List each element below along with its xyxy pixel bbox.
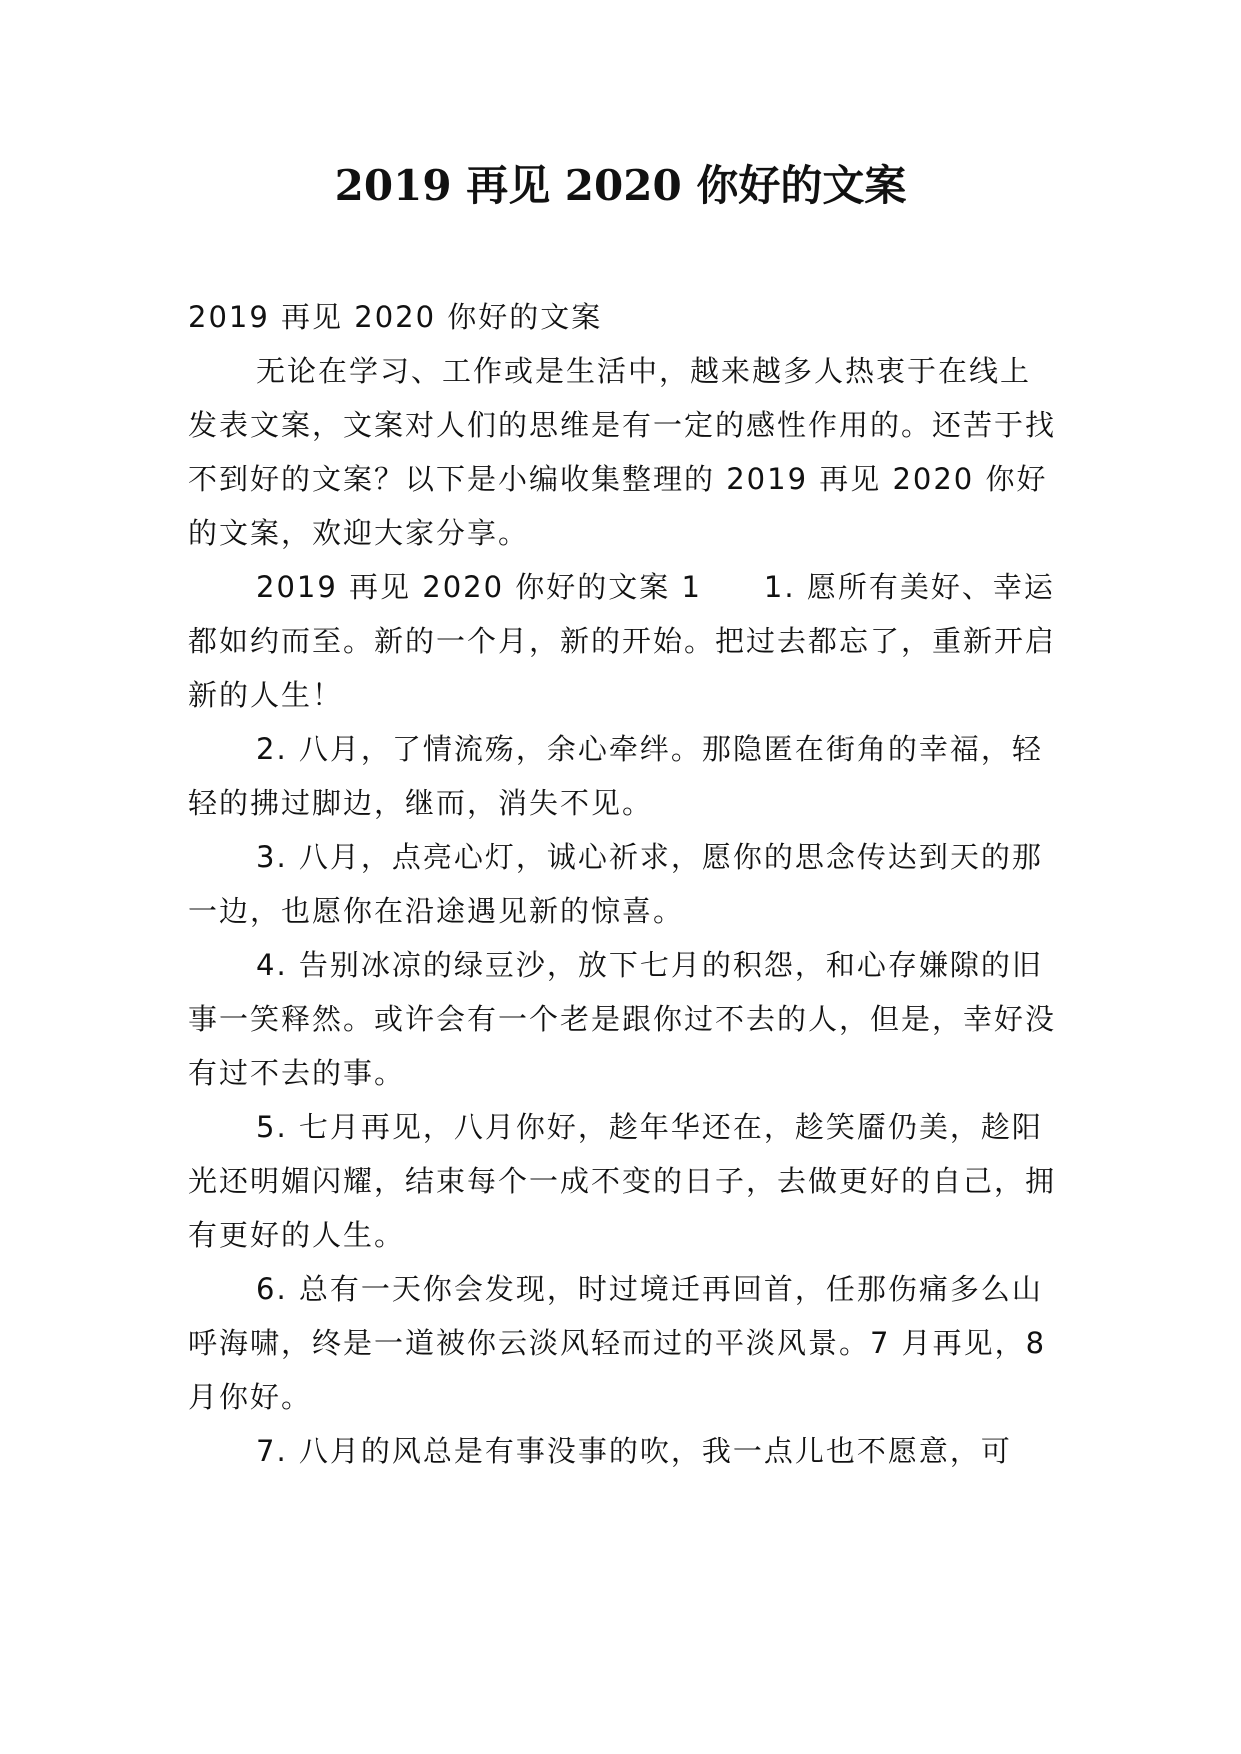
paragraph-item-5: 5. 七月再见，八月你好，趁年华还在，趁笑靥仍美，趁阳光还明媚闪耀，结束每个一成不变的日子，去做更好的自己，拥有更好的人生。: [188, 1110, 1057, 1252]
paragraph-item-2: 2. 八月，了情流殇，余心牵绊。那隐匿在街角的幸福，轻轻的拂过脚边，继而，消失不见。: [188, 732, 1043, 820]
paragraph-item-4: 4. 告别冰凉的绿豆沙，放下七月的积怨，和心存嫌隙的旧事一笑释然。或许会有一个老是跟你过不去的人，但是，幸好没有过不去的事。: [188, 948, 1057, 1090]
document-body: [188, 290, 1058, 1478]
paragraph-item-7: 7. 八月的风总是有事没事的吹，我一点儿也不愿意，可: [256, 1434, 1012, 1468]
paragraph-item-6: 6. 总有一天你会发现，时过境迁再回首，任那伤痛多么山呼海啸，终是一道被你云淡风轻而过的平淡风景。7 月再见，8 月你好。: [188, 1272, 1047, 1414]
document-subtitle: 2019 再见 2020 你好的文案: [188, 300, 603, 334]
paragraph-item-1: 2019 再见 2020 你好的文案 1 1. 愿所有美好、幸运都如约而至。新的一个月，新的开始。把过去都忘了，重新开启新的人生！: [188, 570, 1057, 712]
paragraph-item-3: 3. 八月，点亮心灯，诚心祈求，愿你的思念传达到天的那一边，也愿你在沿途遇见新的惊喜。: [188, 840, 1043, 928]
paragraph-intro: 无论在学习、工作或是生活中，越来越多人热衷于在线上发表文案，文案对人们的思维是有一定的感性作用的。还苦于找不到好的文案？以下是小编收集整理的 2019 再见 2020 你好的文案，欢迎大家分享。: [188, 354, 1057, 550]
document-title: 2019 再见 2020 你好的文案: [334, 161, 907, 210]
